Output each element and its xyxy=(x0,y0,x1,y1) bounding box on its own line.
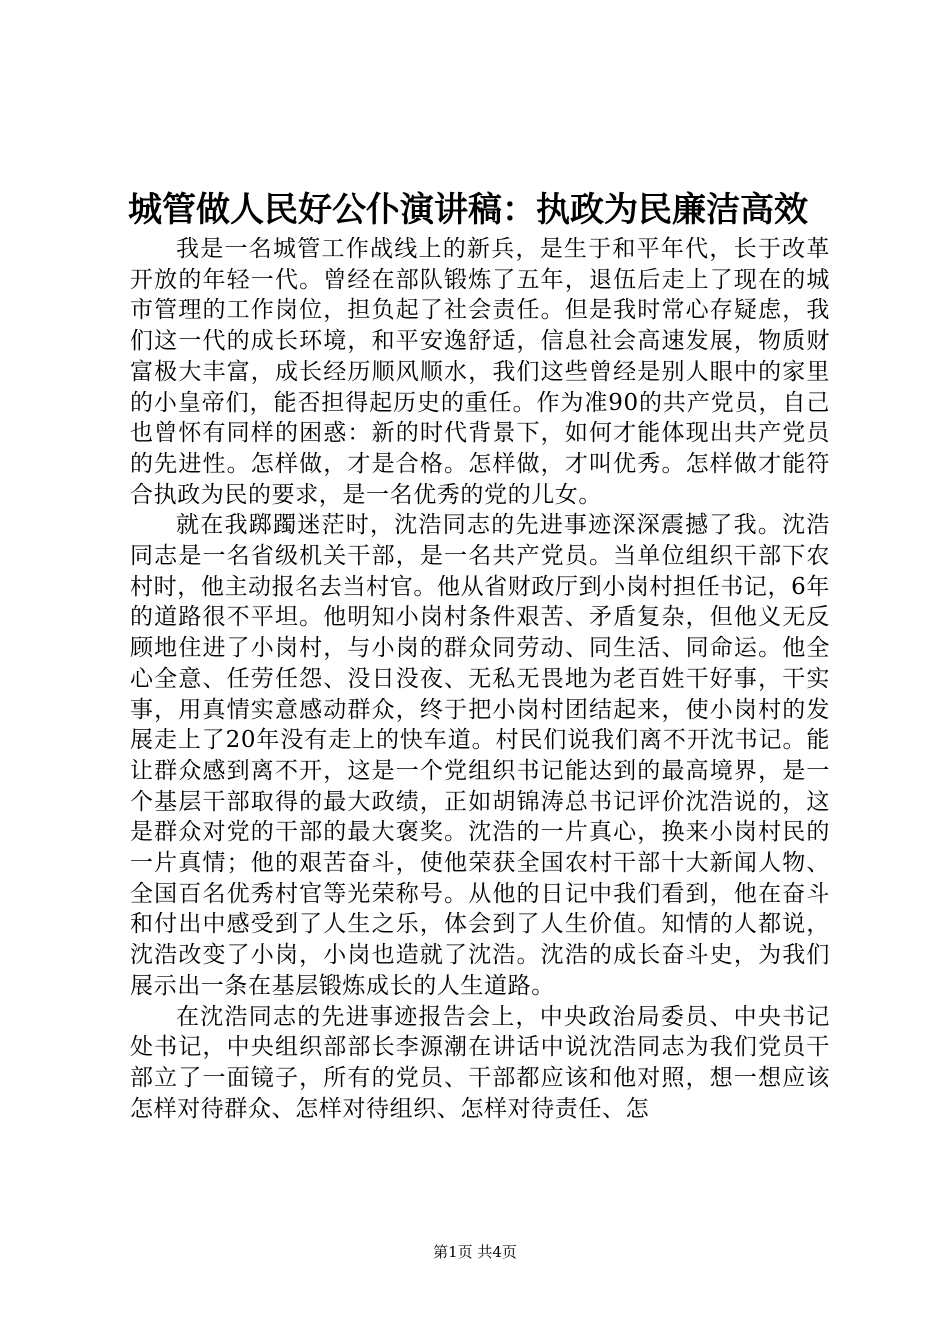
page-footer xyxy=(0,1242,950,1262)
paragraph-2: 就在我踯躅迷茫时，沈浩同志的先进事迹深深震撼了我。沈浩同志是一名省级机关干部，是一名共产党员。当单位组织干部下农村时，他主动报名去当村官。他从省财政厅到小岗村担任书记，6年的道路很不平坦。他明知小岗村条件艰苦、矛盾复杂，但他义无反顾地住进了小岗村，与小岗的群众同劳动、同生活、同命运。他全心全意、任劳任怨、没日没夜、无私无畏地为老百姓干好事，干实事，用真情实意感动群众，终于把小岗村团结起来，使小岗村的发展走上了20年没有走上的快车道。村民们说我们离不开沈书记。能让群众感到离不开，这是一个党组织书记能达到的最高境界，是一个基层干部取得的最大政绩，正如胡锦涛总书记评价沈浩说的，这是群众对党的干部的最大褒奖。沈浩的一片真心，换来小岗村民的一片真情；他的艰苦奋斗，使他荣获全国农村干部十大新闻人物、全国百名优秀村官等光荣称号。从他的日记中我们看到，他在奋斗和付出中感受到了人生之乐，体会到了人生价值。知情的人都说，沈浩改变了小岗，小岗也造就了沈浩。沈浩的成长奋斗史，为我们展示出一条在基层锻炼成长的人生道路。 xyxy=(130,512,830,999)
document-title: 城管做人民好公仆演讲稿：执政为民廉洁高效 xyxy=(128,190,808,230)
document-body xyxy=(130,234,830,1124)
paragraph-3: 在沈浩同志的先进事迹报告会上，中央政治局委员、中央书记处书记，中央组织部部长李源潮在讲话中说沈浩同志为我们党员干部立了一面镜子，所有的党员、干部都应该和他对照，想一想应该怎样对待群众、怎样对待组织、怎样对待责任、怎 xyxy=(130,1003,830,1122)
page-number: 第1页 共4页 xyxy=(433,1243,517,1261)
paragraph-1: 我是一名城管工作战线上的新兵，是生于和平年代，长于改革开放的年轻一代。曾经在部队锻炼了五年，退伍后走上了现在的城市管理的工作岗位，担负起了社会责任。但是我时常心存疑虑，我们这一代的成长环境，和平安逸舒适，信息社会高速发展，物质财富极大丰富，成长经历顺风顺水，我们这些曾经是别人眼中的家里的小皇帝们，能否担得起历史的重任。作为准90的共产党员，自己也曾怀有同样的困惑：新的时代背景下，如何才能体现出共产党员的先进性。怎样做，才是合格。怎样做，才叫优秀。怎样做才能符合执政为民的要求，是一名优秀的党的儿女。 xyxy=(130,236,830,508)
